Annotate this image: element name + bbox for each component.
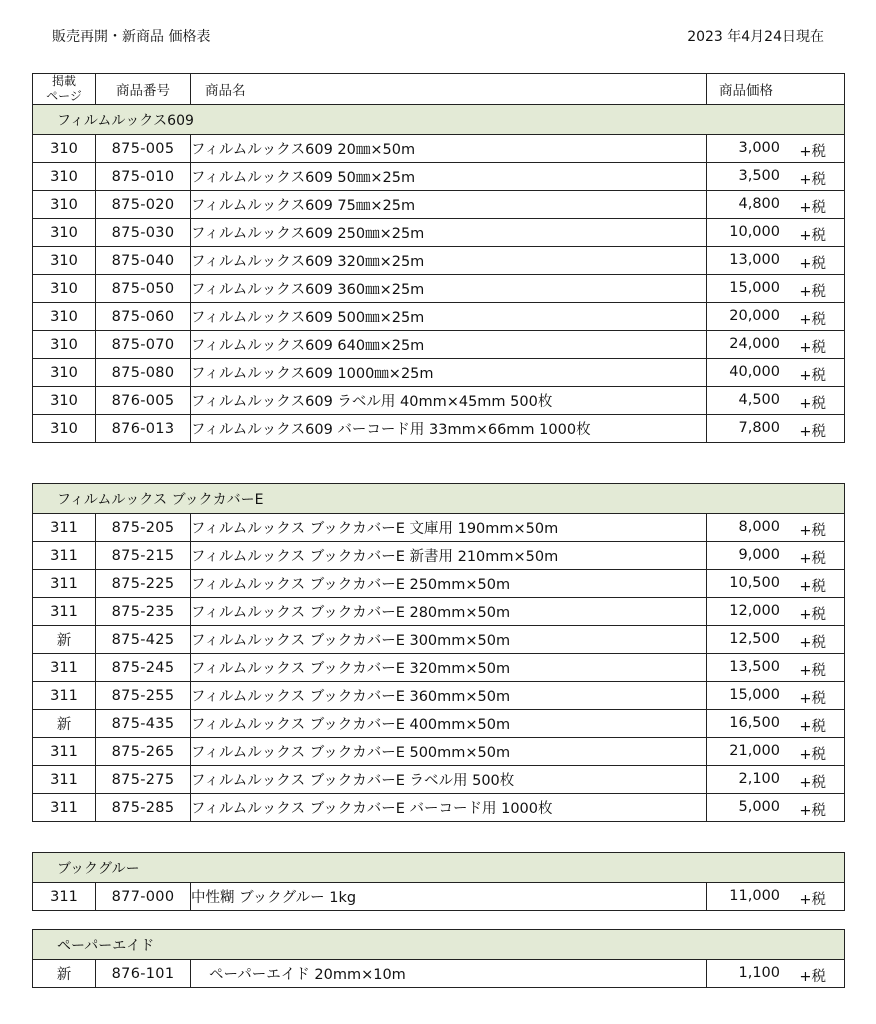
page-cell: 311 [33, 738, 96, 766]
product-code-cell: 875-225 [96, 570, 191, 598]
tax-label: +税 [799, 284, 826, 300]
page-cell: 310 [33, 247, 96, 275]
price-amount: 13,000 [729, 252, 780, 268]
tax-label: +税 [799, 635, 826, 651]
section-header [33, 484, 845, 514]
price-amount: 40,000 [729, 364, 780, 380]
product-name-cell: フィルムルックス ブックカバーE 360mm×50m [191, 682, 707, 710]
price-cell [707, 570, 845, 598]
page-cell: 311 [33, 883, 96, 911]
tax-label: +税 [799, 663, 826, 679]
price-cell [707, 682, 845, 710]
price-cell [707, 738, 845, 766]
page-cell: 310 [33, 359, 96, 387]
product-name-cell: フィルムルックス609 バーコード用 33mm×66mm 1000枚 [191, 415, 707, 443]
price-table-paperaid [32, 929, 845, 988]
product-name-cell: フィルムルックス ブックカバーE 300mm×50m [191, 626, 707, 654]
product-name-cell: 中性糊 ブックグルー 1kg [191, 883, 707, 911]
price-cell [707, 191, 845, 219]
price-amount: 20,000 [729, 308, 780, 324]
product-name-cell: ペーパーエイド 20mm×10m [191, 960, 707, 988]
tax-label: +税 [799, 228, 826, 244]
price-amount: 24,000 [729, 336, 780, 352]
page-title: 販売再開・新商品 価格表 [52, 29, 211, 45]
price-amount: 8,000 [738, 519, 780, 535]
product-name-cell: フィルムルックス609 ラベル用 40mm×45mm 500枚 [191, 387, 707, 415]
table-row [33, 654, 845, 682]
product-name-cell: フィルムルックス ブックカバーE 280mm×50m [191, 598, 707, 626]
price-cell [707, 960, 845, 988]
product-name-cell: フィルムルックス609 360㎜×25m [191, 275, 707, 303]
tax-label: +税 [799, 551, 826, 567]
product-code-cell: 875-050 [96, 275, 191, 303]
page-cell: 新 [33, 960, 96, 988]
product-code-cell: 875-070 [96, 331, 191, 359]
page-cell: 311 [33, 766, 96, 794]
product-code-cell: 875-040 [96, 247, 191, 275]
product-name-cell: フィルムルックス ブックカバーE 文庫用 190mm×50m [191, 514, 707, 542]
table-header-row [33, 74, 845, 105]
product-name-cell: フィルムルックス609 640㎜×25m [191, 331, 707, 359]
page-cell: 310 [33, 331, 96, 359]
price-table-bookglue [32, 852, 845, 911]
tax-label: +税 [799, 579, 826, 595]
price-cell [707, 794, 845, 822]
price-cell [707, 163, 845, 191]
price-cell [707, 359, 845, 387]
price-cell [707, 219, 845, 247]
table-row [33, 626, 845, 654]
column-header-price: 商品価格 [707, 74, 845, 105]
price-cell [707, 766, 845, 794]
page-cell: 新 [33, 626, 96, 654]
table-row [33, 387, 845, 415]
page-cell: 311 [33, 682, 96, 710]
page-cell: 310 [33, 219, 96, 247]
price-amount: 4,500 [738, 392, 780, 408]
price-amount: 10,500 [729, 575, 780, 591]
product-code-cell: 876-005 [96, 387, 191, 415]
price-amount: 16,500 [729, 715, 780, 731]
price-amount: 10,000 [729, 224, 780, 240]
price-amount: 3,500 [738, 168, 780, 184]
product-name-cell: フィルムルックス609 50㎜×25m [191, 163, 707, 191]
product-code-cell: 875-235 [96, 598, 191, 626]
product-code-cell: 875-275 [96, 766, 191, 794]
section-header [33, 105, 845, 135]
table-row [33, 191, 845, 219]
price-amount: 21,000 [729, 743, 780, 759]
tax-label: +税 [799, 892, 827, 908]
product-code-cell: 876-101 [96, 960, 191, 988]
product-code-cell: 875-245 [96, 654, 191, 682]
page-cell: 311 [33, 570, 96, 598]
table-row [33, 247, 845, 275]
column-header-page-line1: 掲載 [51, 74, 76, 88]
price-amount: 12,500 [729, 631, 780, 647]
page-cell: 310 [33, 415, 96, 443]
price-amount: 7,800 [738, 420, 780, 436]
price-cell [707, 542, 845, 570]
product-name-cell: フィルムルックス ブックカバーE ラベル用 500枚 [191, 766, 707, 794]
price-cell [707, 883, 845, 911]
price-amount: 11,000 [729, 888, 781, 904]
page-cell: 311 [33, 598, 96, 626]
product-name-cell: フィルムルックス ブックカバーE バーコード用 1000枚 [191, 794, 707, 822]
tax-label: +税 [799, 200, 826, 216]
product-code-cell: 875-435 [96, 710, 191, 738]
price-amount: 4,800 [738, 196, 780, 212]
price-table-filmlux609 [32, 73, 845, 443]
tax-label: +税 [799, 172, 826, 188]
table-row [33, 960, 845, 988]
column-header-page-line2: ページ [46, 89, 82, 103]
page-cell: 310 [33, 387, 96, 415]
price-amount: 9,000 [738, 547, 780, 563]
section-title: ペーパーエイド [33, 930, 845, 960]
tax-label: +税 [799, 719, 826, 735]
tax-label: +税 [799, 523, 826, 539]
price-amount: 5,000 [738, 799, 780, 815]
section-title: ブックグルー [33, 853, 845, 883]
price-cell [707, 247, 845, 275]
price-cell [707, 303, 845, 331]
product-name-cell: フィルムルックス ブックカバーE 500mm×50m [191, 738, 707, 766]
price-amount: 2,100 [738, 771, 780, 787]
price-cell [707, 387, 845, 415]
page-cell: 311 [33, 654, 96, 682]
price-cell [707, 135, 845, 163]
price-cell [707, 654, 845, 682]
page-cell: 311 [33, 794, 96, 822]
product-name-cell: フィルムルックス609 20㎜×50m [191, 135, 707, 163]
page-cell: 311 [33, 542, 96, 570]
table-row [33, 738, 845, 766]
page-cell: 310 [33, 303, 96, 331]
page-cell: 310 [33, 191, 96, 219]
tax-label: +税 [799, 747, 826, 763]
table-row [33, 883, 845, 911]
price-amount: 1,100 [738, 965, 780, 981]
table-row [33, 542, 845, 570]
product-code-cell: 877-000 [96, 883, 191, 911]
column-header-code: 商品番号 [96, 74, 191, 105]
page-cell: 310 [33, 275, 96, 303]
tax-label: +税 [799, 691, 826, 707]
product-code-cell: 875-425 [96, 626, 191, 654]
column-header-name: 商品名 [191, 74, 707, 105]
tax-label: +税 [799, 368, 826, 384]
table-row [33, 275, 845, 303]
product-code-cell: 876-013 [96, 415, 191, 443]
page-cell: 310 [33, 135, 96, 163]
page-cell: 311 [33, 514, 96, 542]
product-code-cell: 875-255 [96, 682, 191, 710]
price-cell [707, 598, 845, 626]
table-row [33, 766, 845, 794]
tax-label: +税 [799, 256, 826, 272]
table-row [33, 303, 845, 331]
table-row [33, 219, 845, 247]
section-header [33, 930, 845, 960]
product-code-cell: 875-265 [96, 738, 191, 766]
table-row [33, 331, 845, 359]
product-code-cell: 875-285 [96, 794, 191, 822]
page-cell: 310 [33, 163, 96, 191]
table-row [33, 514, 845, 542]
price-cell [707, 514, 845, 542]
product-code-cell: 875-005 [96, 135, 191, 163]
price-table-bookcover-e [32, 483, 845, 822]
page-cell: 新 [33, 710, 96, 738]
price-amount: 12,000 [729, 603, 780, 619]
table-row [33, 570, 845, 598]
table-row [33, 415, 845, 443]
tax-label: +税 [799, 969, 826, 985]
product-code-cell: 875-215 [96, 542, 191, 570]
product-name-cell: フィルムルックス609 320㎜×25m [191, 247, 707, 275]
product-code-cell: 875-080 [96, 359, 191, 387]
price-cell [707, 626, 845, 654]
product-name-cell: フィルムルックス ブックカバーE 新書用 210mm×50m [191, 542, 707, 570]
table-row [33, 710, 845, 738]
tax-label: +税 [799, 424, 826, 440]
tax-label: +税 [799, 775, 826, 791]
tax-label: +税 [799, 607, 826, 623]
tax-label: +税 [799, 396, 826, 412]
as-of-date: 2023 年4月24日現在 [687, 29, 824, 45]
product-name-cell: フィルムルックス609 500㎜×25m [191, 303, 707, 331]
table-row [33, 163, 845, 191]
price-amount: 3,000 [738, 140, 780, 156]
table-row [33, 682, 845, 710]
tax-label: +税 [799, 312, 826, 328]
price-cell [707, 710, 845, 738]
price-cell [707, 275, 845, 303]
section-title: フィルムルックス609 [33, 105, 845, 135]
table-row [33, 359, 845, 387]
product-code-cell: 875-060 [96, 303, 191, 331]
table-row [33, 135, 845, 163]
product-name-cell: フィルムルックス ブックカバーE 320mm×50m [191, 654, 707, 682]
table-row [33, 794, 845, 822]
product-name-cell: フィルムルックス609 1000㎜×25m [191, 359, 707, 387]
section-header [33, 853, 845, 883]
price-amount: 15,000 [729, 280, 780, 296]
price-amount: 13,500 [729, 659, 780, 675]
product-name-cell: フィルムルックス609 75㎜×25m [191, 191, 707, 219]
table-row [33, 598, 845, 626]
tax-label: +税 [799, 144, 826, 160]
product-name-cell: フィルムルックス609 250㎜×25m [191, 219, 707, 247]
price-cell [707, 331, 845, 359]
tax-label: +税 [799, 803, 826, 819]
product-code-cell: 875-205 [96, 514, 191, 542]
price-amount: 15,000 [729, 687, 780, 703]
price-cell [707, 415, 845, 443]
product-code-cell: 875-020 [96, 191, 191, 219]
product-name-cell: フィルムルックス ブックカバーE 250mm×50m [191, 570, 707, 598]
product-code-cell: 875-030 [96, 219, 191, 247]
tax-label: +税 [799, 340, 826, 356]
product-code-cell: 875-010 [96, 163, 191, 191]
section-title: フィルムルックス ブックカバーE [33, 484, 845, 514]
product-name-cell: フィルムルックス ブックカバーE 400mm×50m [191, 710, 707, 738]
column-header-page [33, 74, 96, 105]
